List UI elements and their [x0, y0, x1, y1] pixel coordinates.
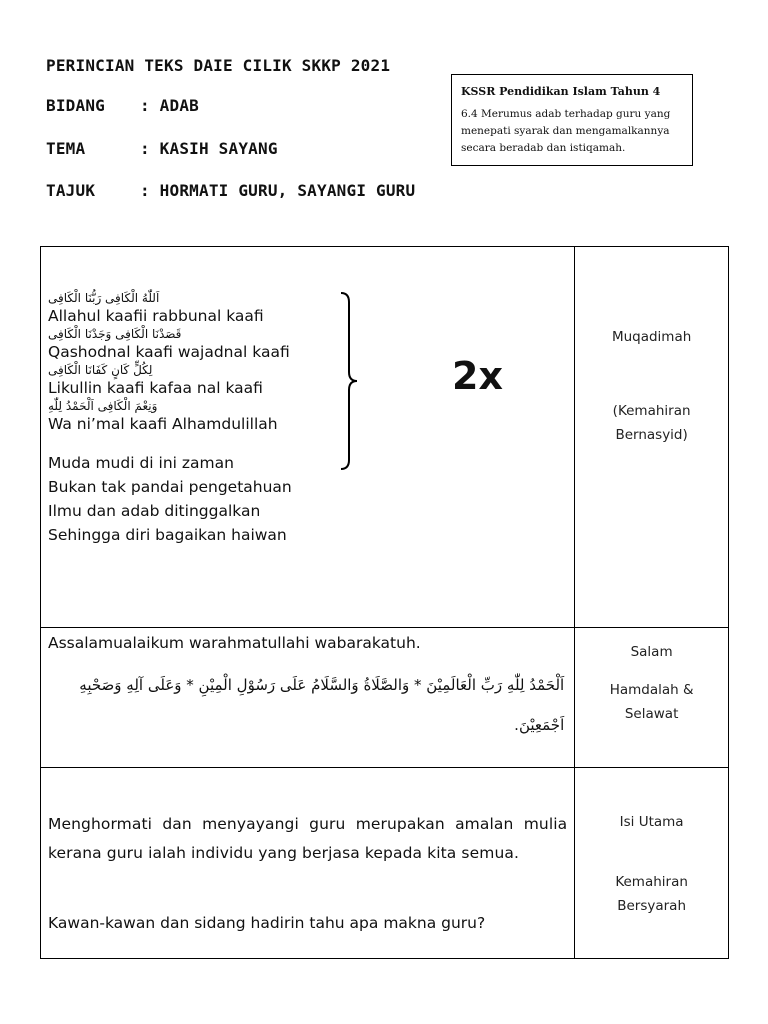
document-title: PERINCIAN TEKS DAIE CILIK SKKP 2021 — [46, 56, 391, 75]
salam-content — [41, 628, 575, 768]
kssr-body: 6.4 Merumus adab terhadap guru yang menepati syarak dan mengamalkannya secara beradab dan istiqamah. — [461, 108, 671, 154]
verse-line: Ilmu dan adab ditinggalkan — [48, 502, 261, 520]
muqadimah-label-cell — [575, 247, 729, 628]
repeat-indicator: 2x — [452, 354, 503, 398]
section-label: (Kemahiran — [612, 403, 691, 419]
hamdalah-arabic-line: اَجْمَعِيْنَ. — [514, 716, 565, 734]
verse-line: Bukan tak pandai pengetahuan — [48, 478, 292, 496]
section-label: Muqadimah — [611, 329, 692, 345]
section-label: Isi Utama — [619, 814, 684, 830]
header-key: BIDANG — [46, 96, 105, 115]
nasyid-latin-line: Allahul kaafii rabbunal kaafi — [48, 307, 264, 325]
kssr-info-box — [451, 74, 693, 166]
header-key: TEMA — [46, 139, 86, 158]
header-row-tajuk — [46, 181, 415, 200]
nasyid-arabic-line: قَصَدْنَا الْكَافِى وَجَدْنَا الْكَافِى — [48, 327, 182, 341]
header-value: : HORMATI GURU, SAYANGI GURU — [140, 181, 416, 200]
script-table — [40, 246, 729, 959]
verse-line: Muda mudi di ini zaman — [48, 454, 234, 472]
isi-question: Kawan-kawan dan sidang hadirin tahu apa makna guru? — [48, 914, 486, 932]
header-row-bidang — [46, 96, 199, 115]
nasyid-latin-line: Likullin kaafi kafaa nal kaafi — [48, 379, 263, 397]
section-label: Salam — [630, 644, 673, 660]
header-key: TAJUK — [46, 181, 96, 200]
nasyid-block — [41, 247, 348, 435]
section-label: Bernasyid) — [615, 427, 688, 443]
kssr-title: KSSR Pendidikan Islam Tahun 4 — [461, 85, 661, 98]
table-row-salam — [41, 628, 729, 768]
nasyid-latin-line: Wa ni’mal kaafi Alhamdulillah — [48, 415, 278, 433]
salam-text: Assalamualaikum warahmatullahi wabarakatuh. — [48, 634, 421, 652]
hamdalah-arabic-line: اَلْحَمْدُ لِلّٰهِ رَبِّ الْعَالَمِيْنَ * وَالصَّلَاةُ وَالسَّلَامُ عَلَى رَسُوْلِ الْمِيْنِ * وَعَلَى آلِهِ وَصَحْبِهِ — [79, 676, 565, 694]
nasyid-arabic-line: اَللّٰهُ الْكَافِى رَبُّنَا الْكَافِى — [48, 291, 160, 305]
nasyid-latin-line: Qashodnal kaafi wajadnal kaafi — [48, 343, 290, 361]
right-brace-icon — [340, 292, 358, 470]
verse-line: Sehingga diri bagaikan haiwan — [48, 526, 287, 544]
nasyid-arabic-line: وَنِعْمَ الْكَافِى اَلْحَمْدُ لِلّٰهِ — [48, 399, 158, 413]
muqadimah-content — [41, 247, 575, 628]
table-row-isi-utama — [41, 768, 729, 959]
isi-paragraph: Menghormati dan menyayangi guru merupakan amalan mulia kerana guru ialah individu yang berjasa kepada kita semua. — [48, 815, 568, 862]
header-value: : ADAB — [140, 96, 199, 115]
table-row-muqadimah — [41, 247, 729, 628]
hamdalah-arabic — [41, 654, 574, 740]
section-label: Kemahiran — [615, 874, 688, 890]
verse-block — [41, 435, 574, 547]
salam-label-cell — [575, 628, 729, 768]
header-row-tema — [46, 139, 278, 158]
header-value: : KASIH SAYANG — [140, 139, 278, 158]
isi-utama-label-cell — [575, 768, 729, 959]
section-label: Hamdalah & — [609, 682, 694, 698]
section-label: Bersyarah — [617, 898, 687, 914]
section-label: Selawat — [624, 706, 679, 722]
nasyid-arabic-line: لِكُلٍّ كَانٍ كَفَانَا الْكَافِى — [48, 363, 153, 377]
isi-utama-content — [41, 768, 575, 959]
